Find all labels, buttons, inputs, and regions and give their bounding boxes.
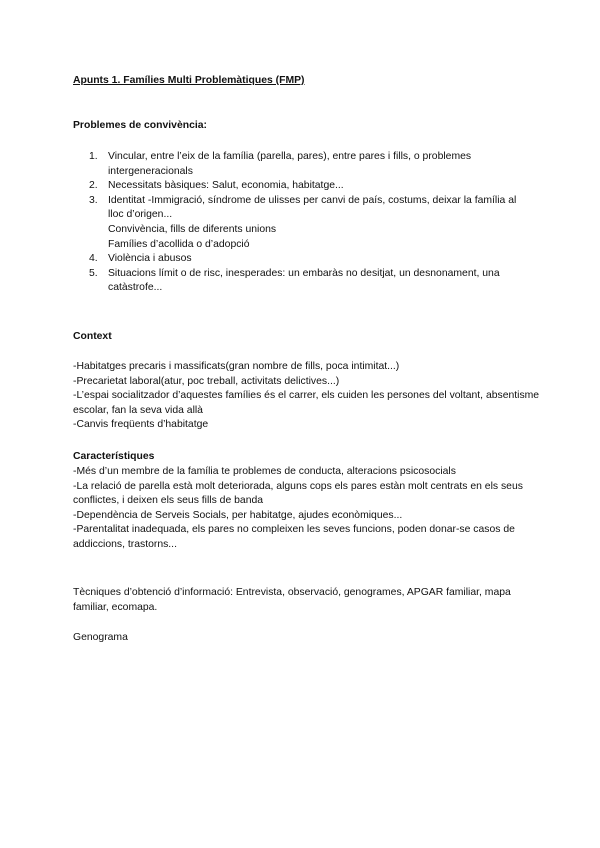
caracteristiques-heading: Característiques bbox=[73, 451, 155, 462]
list-item bbox=[73, 194, 533, 252]
caracteristiques-section bbox=[73, 465, 543, 553]
tecniques-paragraph: Tècniques d’obtenció d’informació: Entrevista, observació, genogrames, APGAR familiar, mapa familiar, ecomapa. bbox=[73, 587, 511, 613]
list-subline: Famílies d’acollida o d’adopció bbox=[108, 238, 250, 250]
list-item bbox=[73, 179, 533, 194]
context-line: -Precarietat laboral(atur, poc treball, activitats delictives...) bbox=[73, 375, 340, 387]
list-item-text: Vincular, entre l’eix de la família (parella, pares), entre pares i fills, o problemes intergeneracionals bbox=[108, 151, 472, 177]
list-subline: Convivència, fills de diferents unions bbox=[108, 223, 277, 235]
genograma-label: Genograma bbox=[73, 632, 128, 643]
caracteristiques-line: -Més d’un membre de la família te problemes de conducta, alteracions psicosocials bbox=[73, 466, 456, 477]
list-item bbox=[73, 150, 533, 179]
list-number: 2. bbox=[89, 180, 98, 192]
context-line: -Canvis freqüents d’habitatge bbox=[73, 419, 209, 431]
caracteristiques-line: -Parentalitat inadequada, els pares no compleixen les seves funcions, poden donar-se casos de addiccions, trastorns... bbox=[73, 524, 515, 550]
caracteristiques-line: -Dependència de Serveis Socials, per habitatge, ajudes econòmiques... bbox=[73, 509, 403, 521]
list-number: 4. bbox=[89, 253, 98, 265]
context-heading: Context bbox=[73, 331, 112, 342]
list-item-text: Identitat -Immigració, síndrome de ulisses per canvi de país, costums, deixar la família al lloc d’origen... bbox=[108, 194, 517, 221]
context-line: -Habitatges precaris i massificats(gran nombre de fills, poca intimitat...) bbox=[73, 361, 400, 372]
list-number: 3. bbox=[89, 194, 98, 206]
list-item-text: Situacions límit o de risc, inesperades: un embaràs no desitjat, un desnonament, una catàstrofe... bbox=[108, 267, 500, 294]
list-number: 1. bbox=[89, 151, 98, 162]
problemes-list bbox=[73, 150, 533, 296]
document-title: Apunts 1. Famílies Multi Problemàtiques (FMP) bbox=[73, 75, 305, 86]
list-item bbox=[73, 267, 533, 296]
list-item bbox=[73, 252, 533, 267]
problemes-heading: Problemes de convivència: bbox=[73, 120, 207, 131]
context-line: -L’espai socialitzador d’aquestes famílies és el carrer, els cuiden les persones del voltant, absentisme escolar, fan la seva vida allà bbox=[73, 390, 540, 416]
list-number: 5. bbox=[89, 267, 98, 279]
list-item-text: Necessitats bàsiques: Salut, economia, habitatge... bbox=[108, 180, 344, 192]
caracteristiques-line: -La relació de parella està molt deteriorada, alguns cops els pares estàn molt centrats en els seus conflictes, i deixen els seus fills de banda bbox=[73, 480, 523, 507]
list-item-text: Violència i abusos bbox=[108, 253, 192, 265]
context-section bbox=[73, 360, 543, 433]
